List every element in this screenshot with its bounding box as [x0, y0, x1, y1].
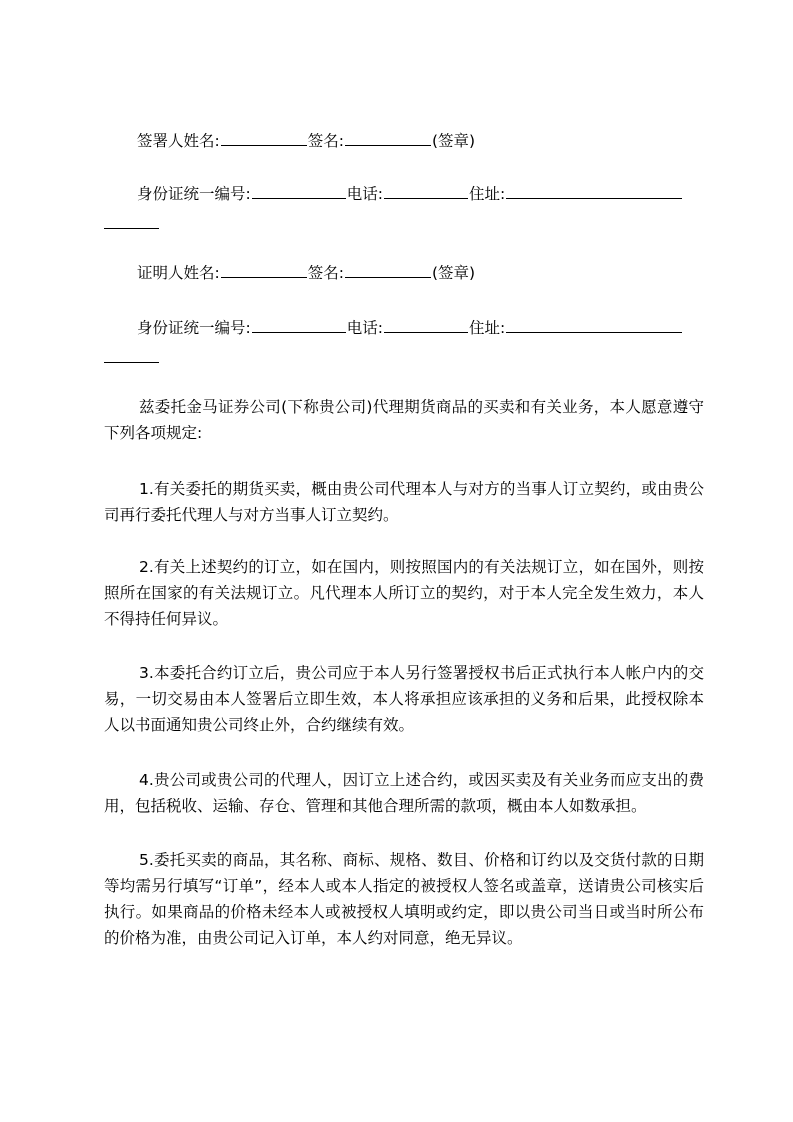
- intro-paragraph: [104, 394, 704, 446]
- signer-name-label: 签署人姓名:: [137, 132, 220, 150]
- signer-sign-blank[interactable]: [345, 130, 431, 146]
- clause-4: [104, 767, 704, 819]
- witness-address-blank[interactable]: [506, 317, 682, 333]
- signer-id-label: 身份证统一编号:: [137, 185, 251, 203]
- signer-address-label: 住址:: [468, 185, 506, 203]
- witness-id-label: 身份证统一编号:: [137, 319, 251, 337]
- clause-1-text: 1.有关委托的期货买卖，概由贵公司代理本人与对方的当事人订立契约，或由贵公司再行委托代理人与对方当事人订立契约。: [104, 480, 704, 524]
- clause-3-text: 3.本委托合约订立后，贵公司应于本人另行签署授权书后正式执行本人帐户内的交易，一切交易由本人签署后立即生效，本人将承担应该承担的义务和后果，此授权除本人以书面通知贵公司终止外，合约继续有效。: [104, 664, 704, 734]
- witness-name-label: 证明人姓名:: [137, 264, 220, 282]
- signer-phone-label: 电话:: [346, 185, 383, 203]
- signer-phone-blank[interactable]: [384, 183, 468, 199]
- signer-id-blank[interactable]: [252, 183, 346, 199]
- clause-5-text: 5.委托买卖的商品，其名称、商标、规格、数目、价格和订约以及交货付款的日期等均需另行填写“订单”，经本人或本人指定的被授权人签名或盖章，送请贵公司核实后执行。如果商品的价格未经本人或被授权人填明或约定，即以贵公司当日或当时所公布的价格为准，由贵公司记入订单，本人约对同意，绝无异议。: [104, 851, 704, 947]
- signer-address-blank[interactable]: [506, 183, 682, 199]
- witness-seal-label: (签章): [431, 264, 476, 282]
- signer-name-row: [104, 128, 704, 154]
- clause-4-text: 4.贵公司或贵公司的代理人，因订立上述合约，或因买卖及有关业务而应支出的费用，包括税收、运输、存仓、管理和其他合理所需的款项，概由本人如数承担。: [104, 771, 704, 815]
- witness-phone-label: 电话:: [346, 319, 383, 337]
- signer-id-row: [104, 181, 704, 207]
- signer-sign-label: 签名:: [307, 132, 344, 150]
- witness-id-row: [104, 315, 704, 341]
- witness-address-label: 住址:: [468, 319, 506, 337]
- clause-5: [104, 847, 704, 951]
- intro-text: 兹委托金马证券公司(下称贵公司)代理期货商品的买卖和有关业务，本人愿意遵守下列各项规定:: [104, 398, 704, 442]
- signer-address-blank-continued[interactable]: [104, 227, 159, 229]
- witness-name-blank[interactable]: [221, 262, 307, 278]
- clause-3: [104, 660, 704, 738]
- witness-phone-blank[interactable]: [384, 317, 468, 333]
- witness-name-row: [104, 260, 704, 286]
- witness-sign-label: 签名:: [307, 264, 344, 282]
- clause-2: [104, 554, 704, 632]
- witness-id-blank[interactable]: [252, 317, 346, 333]
- witness-address-blank-continued[interactable]: [104, 361, 159, 363]
- signer-name-blank[interactable]: [221, 130, 307, 146]
- witness-sign-blank[interactable]: [345, 262, 431, 278]
- signer-seal-label: (签章): [431, 132, 476, 150]
- clause-1: [104, 476, 704, 528]
- clause-2-text: 2.有关上述契约的订立，如在国内，则按照国内的有关法规订立，如在国外，则按照所在国家的有关法规订立。凡代理本人所订立的契约，对于本人完全发生效力，本人不得持任何异议。: [104, 558, 704, 628]
